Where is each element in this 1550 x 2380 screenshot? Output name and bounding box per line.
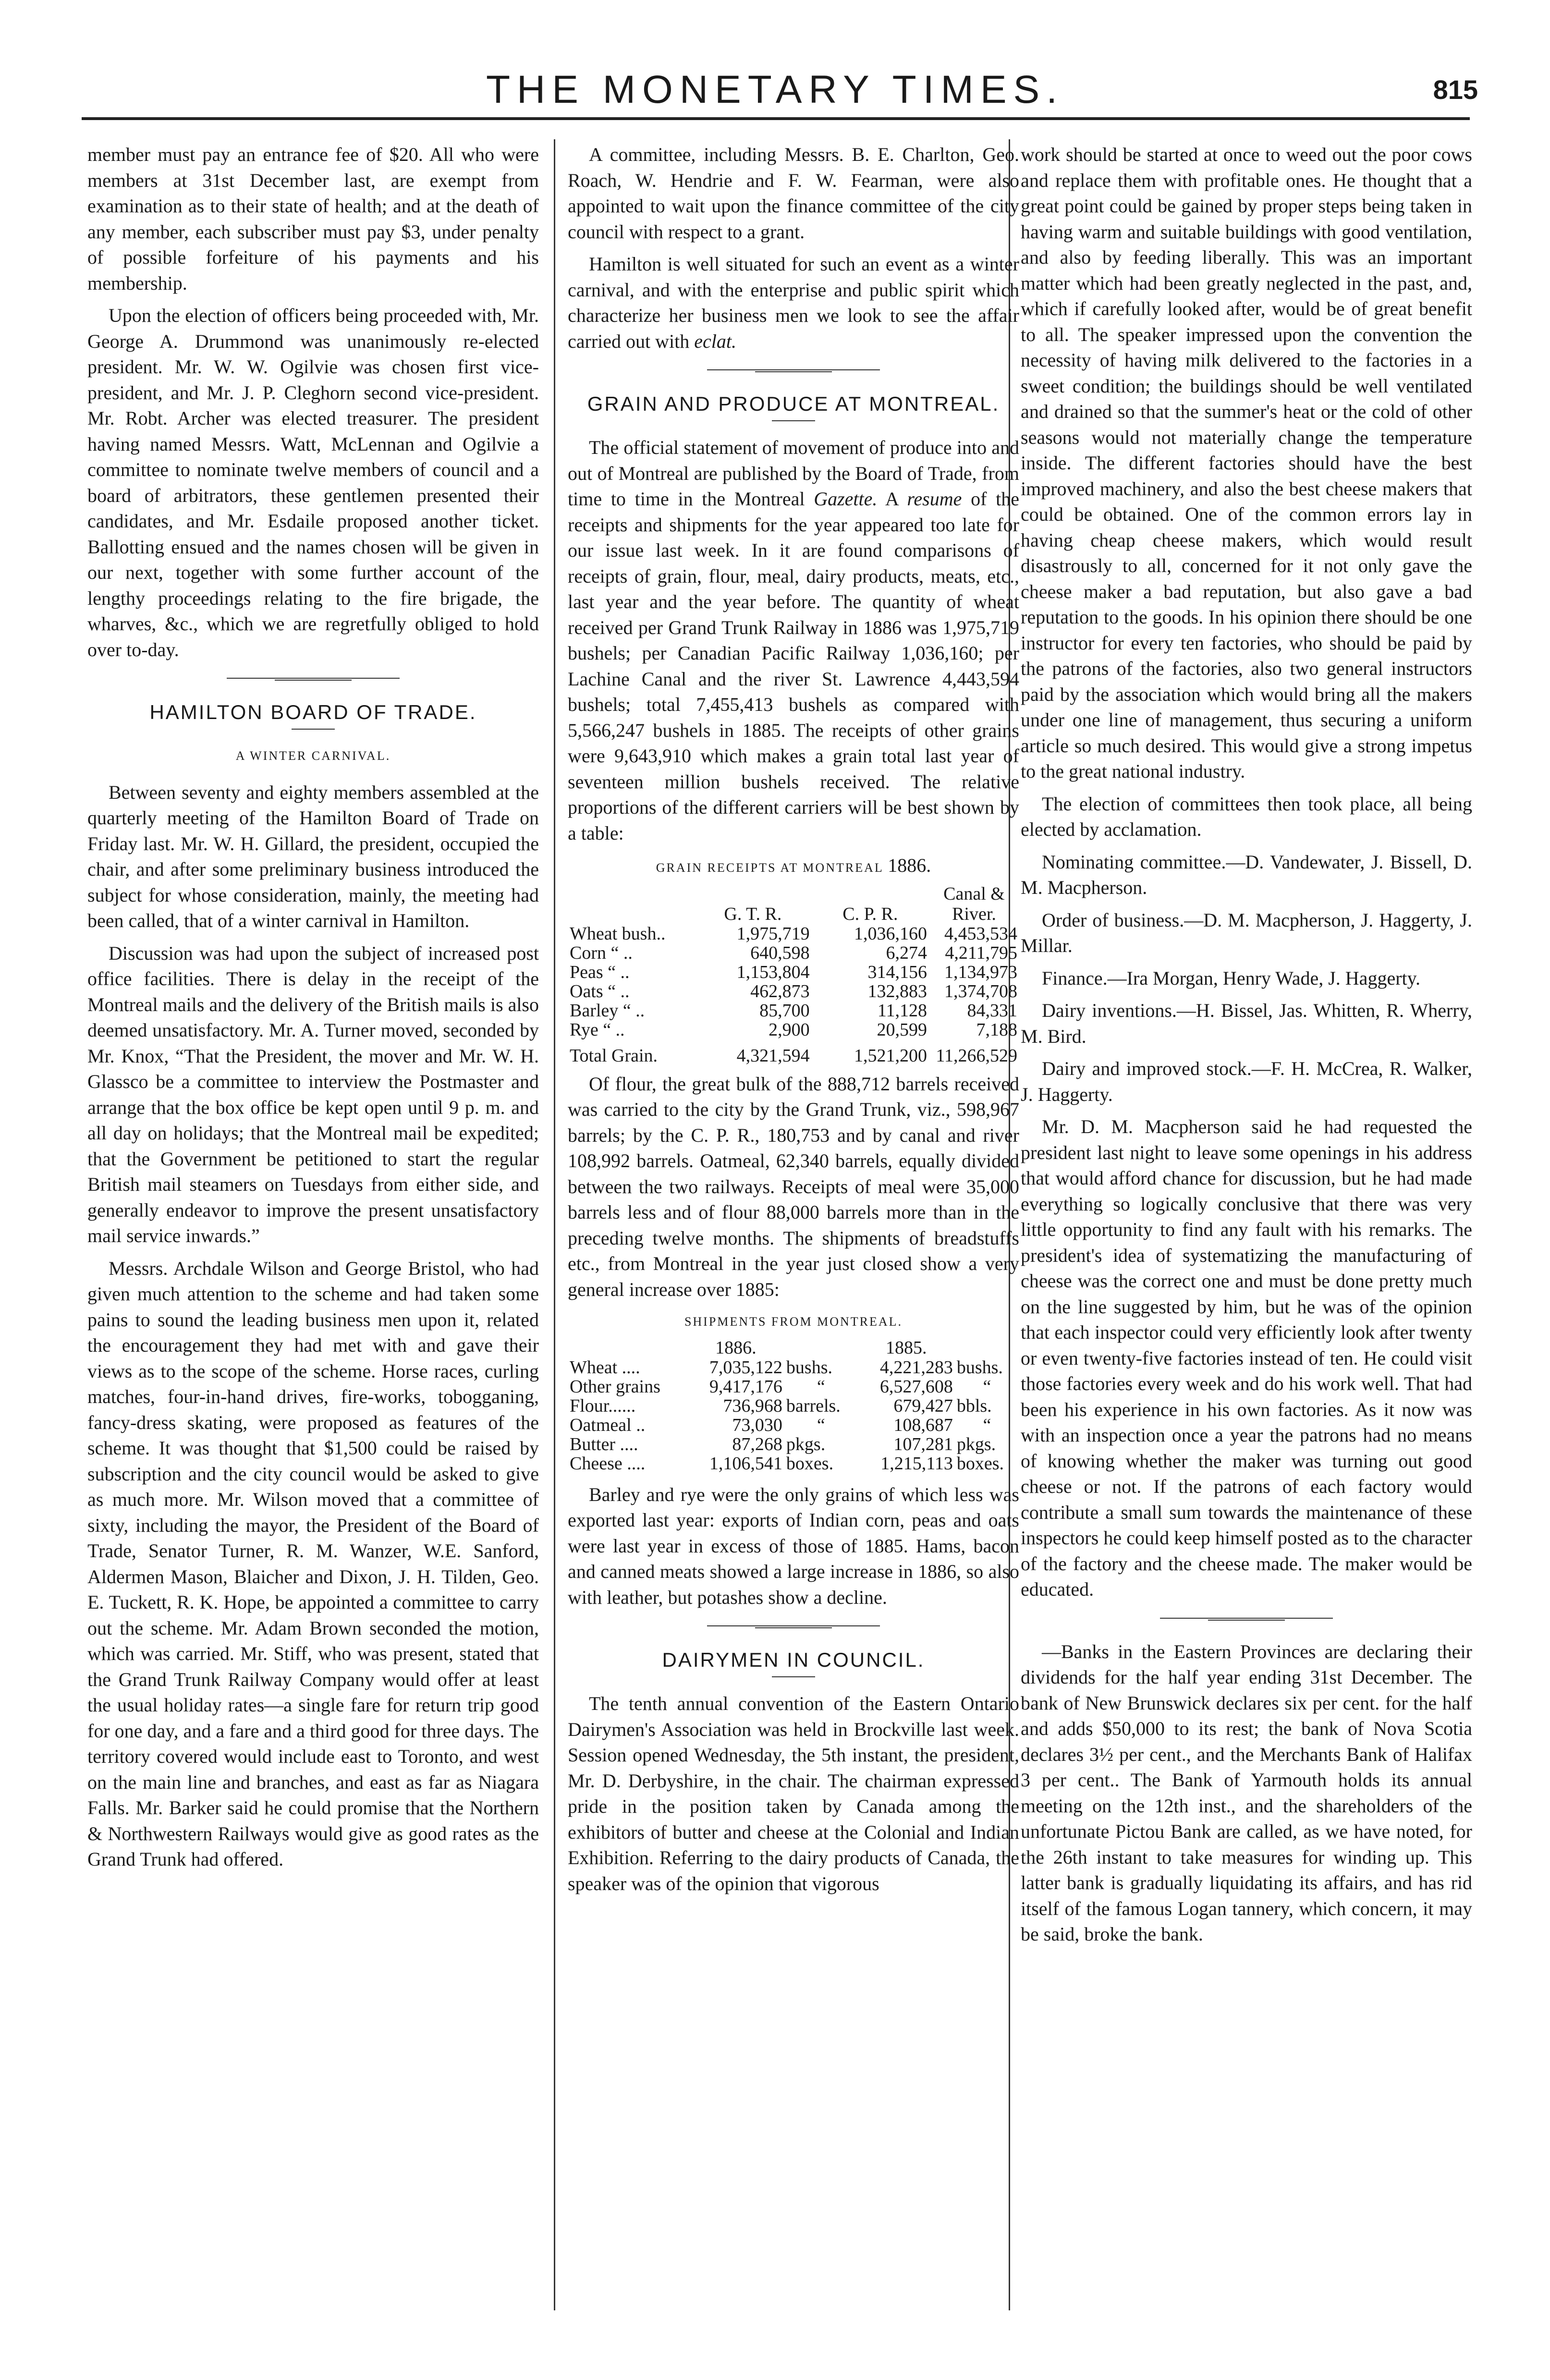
table-cell: Wheat ....: [570, 1357, 640, 1378]
text-run: of the receipts and shipments for the year appeared too late for our issue last week. In it are found comparisons of receipts of grain, flour, meal, dairy products, meats, etc., last year and the year before. The quantity of wheat received per Grand Trunk Railway in 1886 was 1,975,719 bushels; per Canadian Pacific Railway 1,036,160; per Lachine Canal and the river St. Lawrence 4,443,594 bushels; total 7,455,413 bushels as compared with 5,566,247 bushels in 1885. The receipts of other grains were 9,643,910 which makes a grain total last year of seventeen million bushels received. The relative proportions of the different carriers will be best shown by a table:: [568, 488, 1019, 844]
paragraph: member must pay an entrance fee of $20. All who were members at 31st December last, are exempt from examination as to their state of health; and at the death of any member, each subscriber must pay $3, under penalty of possible forfeiture of his payments and his membership.: [87, 144, 539, 294]
table-cell: bushs.: [956, 1357, 1003, 1378]
table-total-row: [568, 1039, 1019, 1065]
table-header-row: [568, 884, 1019, 924]
table-cell: 9,417,176: [709, 1376, 782, 1397]
paragraph: Messrs. Archdale Wilson and George Bristol, who had given much attention to the scheme and had taken some pains to sound the leading business men upon it, related the encouragement they had met with and gave their views as to the scope of the scheme. Horse races, curling matches, four-in-hand drives, fire-works, tobogganing, fancy-dress skating, were proposed as features of the scheme. It was thought that $1,500 could be raised by subscription and the city council would be asked to give as much more. Mr. Wilson moved that a committee of sixty, including the mayor, the President of the Board of Trade, Senator Turner, R. M. Wanzer, W.E. Sanford, Aldermen Mason, Blaicher and Dixon, J. H. Tilden, Geo. E. Tuckett, R. K. Hope, be appointed a committee to carry out the scheme. Mr. Adam Brown seconded the motion, which was carried. Mr. Stiff, who was present, stated that the Grand Trunk Railway Company would offer at least the usual holiday rates—a single fare for return trip good for one day, and a fare and a third good for three days. The territory covered would include east to Toronto, and west on the main line and branches, and east as far as Niagara Falls. Mr. Barker said he could promise that the Northern & Northwestern Railways would give as good rates as the Grand Trunk had offered.: [87, 1257, 539, 1870]
table-caption-text: GRAIN RECEIPTS AT MONTREAL: [656, 861, 883, 875]
table-cell: Peas “ ..: [570, 962, 630, 982]
table-row: [568, 1377, 1019, 1396]
table-cell: boxes.: [956, 1453, 1004, 1474]
paragraph: —Banks in the Eastern Provinces are declaring their dividends for the half year ending 31st December. The bank of New Brunswick declares six per cent. for the half and adds $50,000 to its rest; the bank of Nova Scotia declares 3½ per cent., and the Merchants Bank of Halifax 3 per cent.. The Bank of Yarmouth holds its annual meeting on the 12th inst., and the shareholders of the unfortunate Pictou Bank are called, as we have noted, for the 26th instant to take measures for winding up. This latter bank is gradually liquidating its affairs, and has rid itself of the famous Logan tannery, which concern, it may be said, broke the bank.: [1021, 1640, 1472, 1945]
section-heading: HAMILTON BOARD OF TRADE.: [149, 701, 477, 723]
paragraph: The tenth annual convention of the Eastern Ontario Dairymen's Association was held in Brockville last week. Session opened Wednesday, the 5th instant, the president, Mr. D. Derbyshire, in the chair. The chairman expressed pride in the position taken by Canada among the exhibitors of butter and cheese at the Colonial and Indian Exhibition. Referring to the dairy products of Canada, the speaker was of the opinion that vigorous: [568, 1693, 1019, 1894]
paragraph: Discussion was had upon the subject of increased post office facilities. There is delay in the receipt of the Montreal mails and the delivery of the British mails is also deemed unsatisfactory. Mr. A. Turner moved, seconded by Mr. Knox, “That the President, the mover and Mr. W. H. Glassco be a committee to interview the Postmaster and arrange that the box office be kept open until 9 p. m. and all day on holidays; that the Montreal mail be expedited; that the Government be petitioned to start the regular British mail steamers on Tuesdays from either side, and generally endeavor to improve the present unsatisfactory mail service inwards.”: [87, 942, 539, 1246]
table-header: G. T. R.: [724, 903, 782, 924]
table-cell: Total Grain.: [570, 1045, 658, 1066]
table-cell: 132,883: [867, 981, 927, 1001]
table-cell: “: [817, 1376, 825, 1397]
page-title: THE MONETARY TIMES.: [486, 68, 1064, 111]
paragraph: Order of business.—D. M. Macpherson, J. Haggerty, J. Millar.: [1021, 909, 1472, 956]
table-cell: Oatmeal ..: [570, 1415, 646, 1435]
section-ornament: [707, 368, 880, 373]
table-header: Canal & River.: [943, 883, 1005, 924]
table-cell: 640,598: [750, 942, 810, 963]
paragraph: [568, 251, 1019, 354]
table-cell: 1,521,200: [854, 1045, 927, 1066]
text-run: A: [877, 488, 907, 510]
heading-rule: [292, 729, 335, 730]
heading-rule: [772, 420, 815, 421]
section-heading: DAIRYMEN IN COUNCIL.: [662, 1648, 925, 1671]
column-2: [568, 142, 1019, 1903]
table-cell: 11,266,529: [936, 1045, 1017, 1066]
paragraph: The election of committees then took place, all being elected by acclamation.: [1021, 793, 1472, 840]
table-row: [568, 1020, 1019, 1039]
header-rule: [82, 117, 1470, 120]
table-cell: 6,527,608: [879, 1376, 953, 1397]
table-cell: “: [817, 1415, 825, 1435]
table-row: [568, 963, 1019, 982]
paragraph: A committee, including Messrs. B. E. Charlton, Geo. Roach, W. Hendrie and F. W. Fearman, were also appointed to wait upon the finance committee of the city council with respect to a grant.: [568, 144, 1019, 243]
table-cell: bbls.: [956, 1395, 992, 1416]
table-cell: 4,211,795: [945, 942, 1017, 963]
table-cell: barrels.: [786, 1395, 841, 1416]
table-row: [568, 1358, 1019, 1377]
italic-word: Gazette.: [814, 488, 878, 510]
table-cell: 462,873: [750, 981, 810, 1001]
table-cell: 2,900: [769, 1019, 810, 1040]
table-cell: Butter ....: [570, 1434, 638, 1454]
table-cell: boxes.: [786, 1453, 834, 1474]
table-header: C. P. R.: [842, 903, 898, 924]
section-subheading: A WINTER CARNIVAL.: [235, 749, 391, 763]
table-cell: 4,321,594: [736, 1045, 810, 1066]
table-row: [568, 1001, 1019, 1020]
section-ornament: [227, 677, 400, 682]
table-header: 1886.: [715, 1337, 757, 1358]
column-3: [1021, 142, 1472, 1954]
table-cell: bushs.: [786, 1357, 832, 1378]
table-row: [568, 924, 1019, 943]
table-cell: 7,035,122: [709, 1357, 782, 1378]
paragraph: Between seventy and eighty members assembled at the quarterly meeting of the Hamilton Board of Trade on Friday last. Mr. W. H. Gillard, the president, occupied the chair, and after some preliminary business introduced the subject for whose consideration, mainly, the meeting had been called, that of a winter carnival in Hamilton.: [87, 781, 539, 931]
italic-word: eclat.: [694, 330, 736, 352]
table-cell: 4,453,534: [944, 923, 1017, 944]
table-cell: Oats “ ..: [570, 981, 630, 1001]
text-run: The official statement of movement of produce into and out of Montreal are published by the Board of Trade, from time to time in the Montreal: [568, 437, 1019, 510]
paragraph: Dairy inventions.—H. Bissel, Jas. Whitten, R. Wherry, M. Bird.: [1021, 1000, 1472, 1047]
paragraph: Nominating committee.—D. Vandewater, J. Bissell, D. M. Macpherson.: [1021, 851, 1472, 898]
table-cell: 87,268: [732, 1434, 782, 1454]
table-cell: 1,134,973: [944, 962, 1017, 982]
paragraph: Of flour, the great bulk of the 888,712 barrels received was carried to the city by the Grand Trunk, viz., 598,967 barrels; by the C. P. R., 180,753 and by canal and river 108,992 barrels. Oatmeal, 62,340 barrels, equally divided between the two railways. Receipts of meal were 35,000 barrels less and of flour 88,000 barrels more than in the preceding twelve months. The shipments of breadstuffs etc., from Montreal in the year just closed show a very general increase over 1885:: [568, 1073, 1019, 1300]
table-cell: Wheat bush..: [570, 923, 666, 944]
table-header: [568, 884, 694, 924]
section-heading: GRAIN AND PRODUCE AT MONTREAL.: [587, 392, 1000, 415]
table-cell: 84,331: [967, 1000, 1017, 1021]
table-cell: Other grains: [570, 1376, 660, 1397]
column-divider: [554, 139, 555, 2310]
table-cell: 1,215,113: [880, 1453, 953, 1474]
paragraph: Finance.—Ira Morgan, Henry Wade, J. Haggerty.: [1042, 967, 1421, 989]
section-ornament: [707, 1624, 880, 1629]
table-cell: “: [983, 1415, 991, 1435]
heading-rule: [772, 1676, 815, 1677]
table-cell: Corn “ ..: [570, 942, 633, 963]
shipments-table: [568, 1338, 1019, 1473]
table-cell: 314,156: [867, 962, 927, 982]
table-cell: “: [983, 1376, 991, 1397]
paragraph: Barley and rye were the only grains of which less was exported last year: exports of Indian corn, peas and oats were last year in excess of those of 1885. Hams, bacon and canned meats showed a large increase in 1886, so also with leather, but potashes show a decline.: [568, 1483, 1019, 1608]
table-cell: 73,030: [732, 1415, 782, 1435]
table-cell: Cheese ....: [570, 1453, 646, 1474]
paragraph: Upon the election of officers being proceeded with, Mr. George A. Drummond was unanimously re-elected president. Mr. W. W. Ogilvie was chosen first vice-president, and Mr. J. P. Cleghorn second vice-president. Mr. Robt. Archer was elected treasurer. The president having named Messrs. Watt, McLennan and Ogilvie a committee to nominate twelve members of council and a board of arbitrators, these gentlemen presented their candidates, and Mr. Esdaile proposed another ticket. Ballotting ensued and the names chosen will be given in our next, together with some further account of the lengthy proceedings relating to the fire brigade, the wharves, &c., which we are regretfully obliged to hold over to-day.: [87, 305, 539, 660]
table-row: [568, 1396, 1019, 1416]
table-header: [784, 1338, 858, 1358]
table-cell: 85,700: [759, 1000, 810, 1021]
paragraph: Mr. D. M. Macpherson said he had requested the president last night to leave some openings in his address that would afford chance for discussion, but he had made everything so logically conclusive that there was very little opportunity to find any fault with his remarks. The president's idea of systematizing the manufacturing of cheese was the correct one and must be done pretty much on the line suggested by him, but he was of the opinion that each inspector could very efficiently look after twenty or even twenty-five factories instead of ten. He could visit those factories every week and do his work well. That had been his experience in his own factories. As it now was with an inspection once a year the patrons had no means of knowing whether the maker was turning out good cheese or not. If the patrons of each factory would contribute a small sum towards the maintenance of these inspectors he could keep himself posted as to the character of the factory and the cheese made. The maker would be educated.: [1021, 1116, 1472, 1600]
section-ornament: [1160, 1617, 1333, 1622]
text-run: Hamilton is well situated for such an event as a winter carnival, and with the enterprise and public spirit which characterize her business men we look to see the affair carried out with: [568, 253, 1019, 352]
table-header: [955, 1338, 1019, 1358]
grain-receipts-table: [568, 884, 1019, 1065]
table-cell: 1,036,160: [854, 923, 927, 944]
table-row: [568, 1435, 1019, 1454]
table-row: [568, 943, 1019, 963]
italic-word: resume: [907, 488, 962, 510]
table-cell: Rye “ ..: [570, 1019, 625, 1040]
table-cell: Flour......: [570, 1395, 636, 1416]
table-cell: 6,274: [886, 942, 927, 963]
table-caption: SHIPMENTS FROM MONTREAL.: [684, 1315, 903, 1329]
table-header-row: [568, 1338, 1019, 1358]
table-header: 1885.: [886, 1337, 927, 1358]
table-cell: 1,106,541: [709, 1453, 782, 1474]
table-cell: 20,599: [877, 1019, 927, 1040]
table-cell: 679,427: [893, 1395, 953, 1416]
table-cell: Barley “ ..: [570, 1000, 645, 1021]
table-header: [568, 1338, 687, 1358]
table-cell: 1,153,804: [736, 962, 810, 982]
table-cell: 1,374,708: [944, 981, 1017, 1001]
column-1: [87, 142, 539, 1879]
table-cell: 11,128: [877, 1000, 927, 1021]
paragraph: Dairy and improved stock.—F. H. McCrea, R. Walker, J. Haggerty.: [1021, 1058, 1472, 1105]
table-cell: 7,188: [976, 1019, 1017, 1040]
table-caption: [568, 853, 1019, 881]
table-row: [568, 1416, 1019, 1435]
table-cell: 107,281: [893, 1434, 953, 1454]
table-cell: pkgs.: [956, 1434, 996, 1454]
table-cell: 1,975,719: [736, 923, 810, 944]
table-row: [568, 982, 1019, 1001]
table-cell: 108,687: [893, 1415, 953, 1435]
masthead: [0, 58, 1550, 115]
table-cell: pkgs.: [786, 1434, 826, 1454]
page-number: 815: [1433, 74, 1478, 105]
table-cell: 736,968: [723, 1395, 782, 1416]
table-caption-year: 1886.: [888, 854, 931, 876]
paragraph: work should be started at once to weed out the poor cows and replace them with profitable ones. He thought that a great point could be gained by proper steps being taken in having warm and suitable buildings with good ventilation, and also by feeding liberally. This was an important matter which had been greatly neglected in the past, and, which if carefully looked after, would be of great benefit to all. The speaker impressed upon the convention the necessity of having milk delivered to the factories in a sweet condition; the buildings should be well ventilated and drained so that the summer's heat or the cold of other seasons would not materially change the temperature inside. The different factories should have the best improved machinery, and also the best cheese makers that could be obtained. One of the common errors lay in having cheap cheese makers, which would result disastrously to all, concerned for it not only gave the cheese maker a bad reputation, but also gave a bad reputation to the goods. In his opinion there should be one instructor for every ten factories, who should be paid by the patrons of the factories, also two general instructors paid by the association which would bring all the makers under one line of management, thus securing a uniform article so much desired. This would give a strong impetus to the great national industry.: [1021, 144, 1472, 782]
paragraph: [568, 435, 1019, 846]
table-cell: 4,221,283: [879, 1357, 953, 1378]
table-row: [568, 1454, 1019, 1473]
